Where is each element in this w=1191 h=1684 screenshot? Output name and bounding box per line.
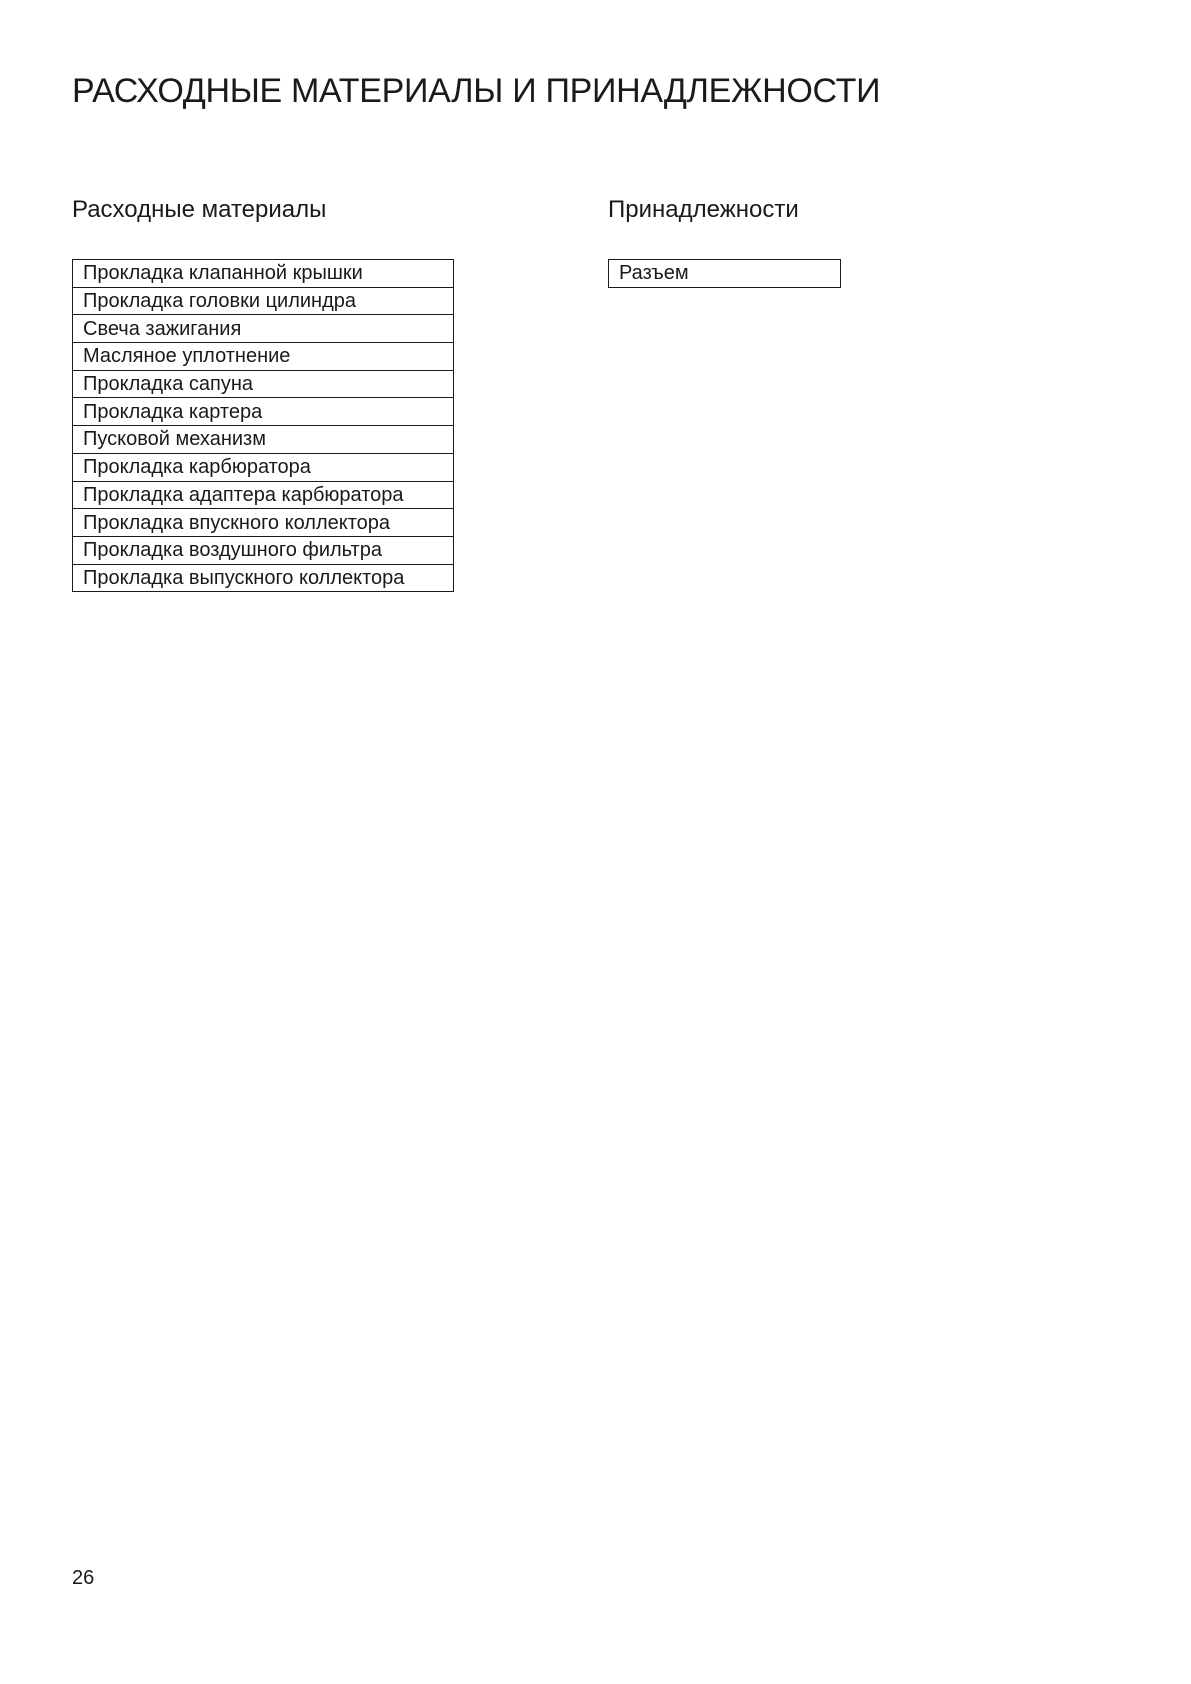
table-row xyxy=(73,509,454,537)
consumable-item: Прокладка сапуна xyxy=(73,370,454,398)
consumable-item: Прокладка адаптера карбюратора xyxy=(73,481,454,509)
consumable-item: Масляное уплотнение xyxy=(73,343,454,371)
consumable-item: Прокладка впускного коллектора xyxy=(73,509,454,537)
table-row xyxy=(73,370,454,398)
table-row xyxy=(73,315,454,343)
table-row xyxy=(73,564,454,592)
consumables-table xyxy=(72,259,454,592)
consumable-item: Свеча зажигания xyxy=(73,315,454,343)
accessories-table xyxy=(608,259,841,288)
table-row xyxy=(73,536,454,564)
table-row xyxy=(73,287,454,315)
table-row xyxy=(73,343,454,371)
page-title: РАСХОДНЫЕ МАТЕРИАЛЫ И ПРИНАДЛЕЖНОСТИ xyxy=(72,72,881,110)
consumable-item: Прокладка клапанной крышки xyxy=(73,260,454,288)
table-row xyxy=(73,260,454,288)
consumable-item: Прокладка воздушного фильтра xyxy=(73,536,454,564)
consumables-heading: Расходные материалы xyxy=(72,196,327,223)
table-row xyxy=(73,481,454,509)
accessories-heading: Принадлежности xyxy=(608,196,799,223)
table-row xyxy=(73,426,454,454)
consumable-item: Прокладка выпускного коллектора xyxy=(73,564,454,592)
table-row xyxy=(73,453,454,481)
consumable-item: Прокладка карбюратора xyxy=(73,453,454,481)
consumable-item: Прокладка головки цилиндра xyxy=(73,287,454,315)
page-number: 26 xyxy=(72,1567,95,1589)
accessory-item: Разъем xyxy=(609,260,841,288)
table-row xyxy=(73,398,454,426)
table-row xyxy=(609,260,841,288)
consumable-item: Прокладка картера xyxy=(73,398,454,426)
consumable-item: Пусковой механизм xyxy=(73,426,454,454)
